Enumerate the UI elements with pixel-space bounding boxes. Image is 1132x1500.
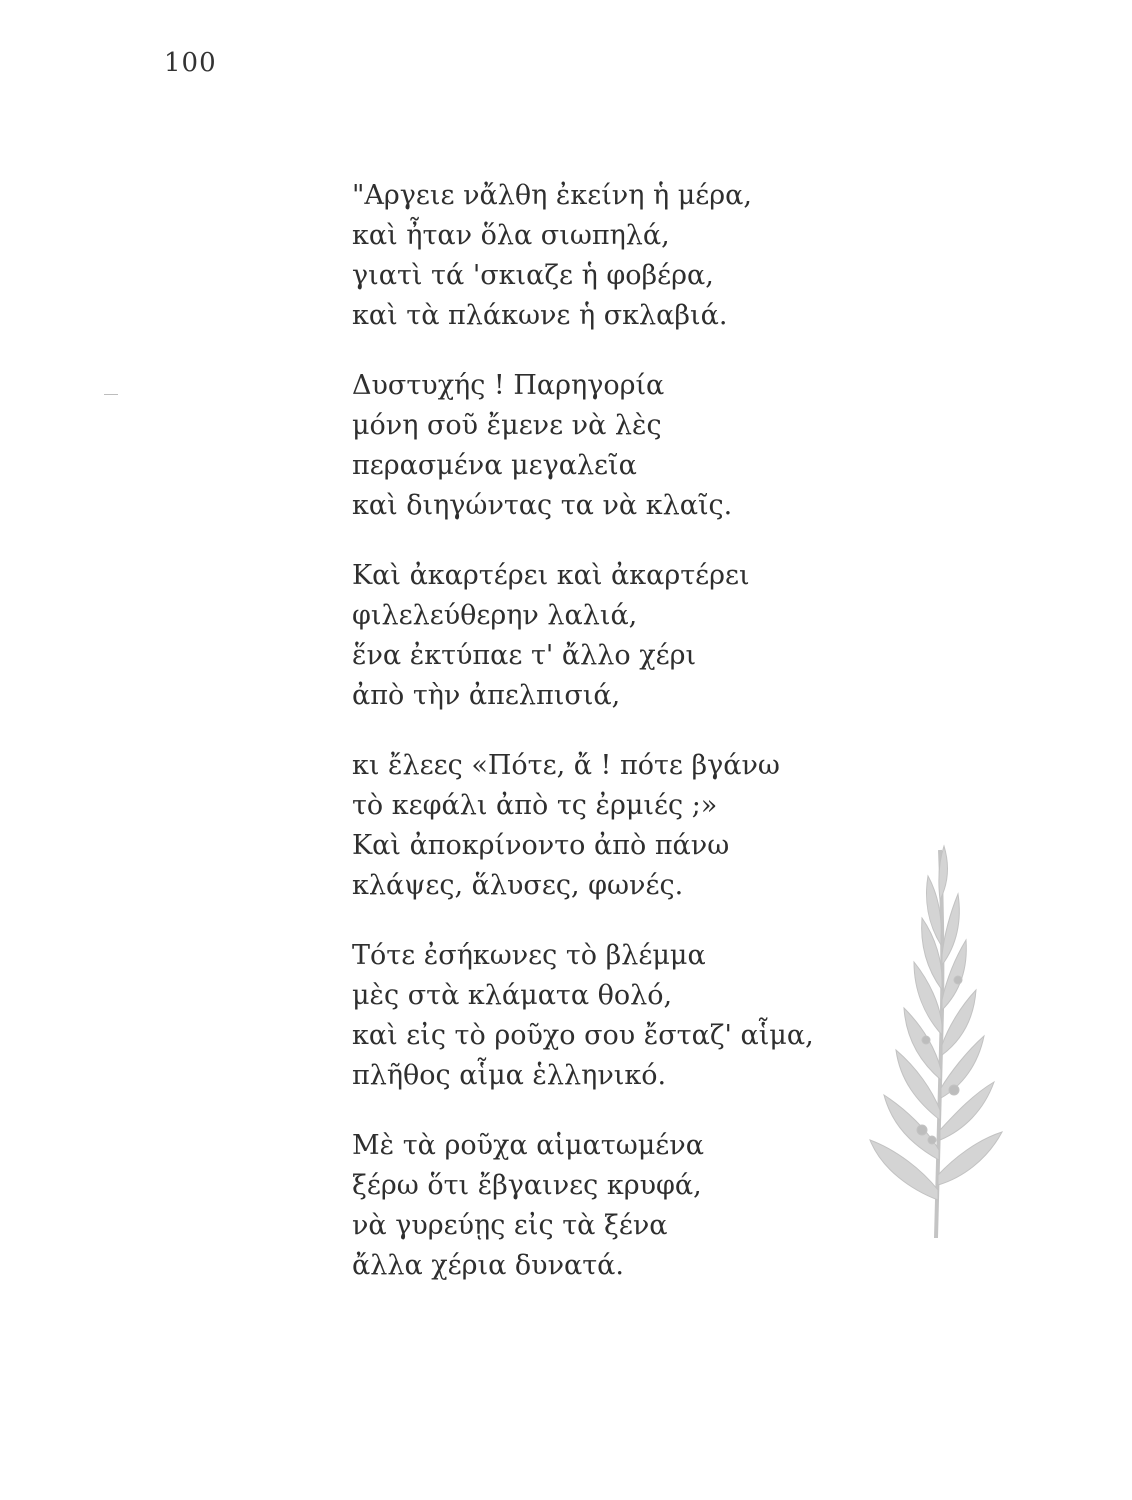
poem-line: κλάψες, ἅλυσες, φωνές.	[352, 870, 684, 901]
poem-line: νὰ γυρεύῃς εἰς τὰ ξένα	[352, 1210, 668, 1241]
poem-line: Καὶ ἀποκρίνοντο ἀπὸ πάνω	[352, 830, 730, 861]
poem-line: Καὶ ἀκαρτέρει καὶ ἀκαρτέρει	[352, 560, 750, 591]
poem-line: πλῆθος αἷμα ἑλληνικό.	[352, 1060, 667, 1091]
poem-line: καὶ ἦταν ὅλα σιωπηλά,	[352, 220, 670, 251]
stanza-4	[352, 746, 872, 906]
poem-line: ξέρω ὅτι ἔβγαινες κρυφά,	[352, 1170, 702, 1201]
stanza-1	[352, 176, 872, 336]
poem-line: ἕνα ἐκτύπαε τ' ἄλλο χέρι	[352, 640, 697, 671]
poem-line: ἀπὸ τὴν ἀπελπισιά,	[352, 680, 621, 711]
stanza-5	[352, 936, 872, 1096]
poem-line: Δυστυχής ! Παρηγορία	[352, 370, 665, 401]
poem-line: καὶ εἰς τὸ ροῦχο σου ἔσταζ' αἷμα,	[352, 1020, 814, 1051]
poem-line: Μὲ τὰ ροῦχα αἱματωμένα	[352, 1130, 704, 1161]
poem	[352, 176, 872, 1316]
poem-line: κι ἔλεες «Πότε, ἄ ! πότε βγάνω	[352, 750, 780, 781]
stanza-6	[352, 1126, 872, 1286]
stanza-3	[352, 556, 872, 716]
poem-line: τὸ κεφάλι ἀπὸ τς ἐρμιές ;»	[352, 790, 718, 821]
poem-line: μόνη σοῦ ἔμενε νὰ λὲς	[352, 410, 662, 441]
page-number: 100	[164, 48, 217, 78]
poem-line: "Αργειε νἄλθη ἐκείνη ἡ μέρα,	[352, 180, 752, 211]
poem-line: μὲς στὰ κλάματα θολό,	[352, 980, 673, 1011]
margin-mark	[104, 394, 118, 395]
laurel-branch-icon	[862, 840, 1012, 1240]
poem-line: καὶ τὰ πλάκωνε ἡ σκλαβιά.	[352, 300, 728, 331]
poem-line: Τότε ἐσήκωνες τὸ βλέμμα	[352, 940, 706, 971]
poem-line: περασμένα μεγαλεῖα	[352, 450, 637, 481]
poem-line: γιατὶ τά 'σκιαζε ἡ φοβέρα,	[352, 260, 714, 291]
poem-line: ἄλλα χέρια δυνατά.	[352, 1250, 624, 1281]
poem-line: καὶ διηγώντας τα νὰ κλαῖς.	[352, 490, 733, 521]
stanza-2	[352, 366, 872, 526]
poem-line: φιλελεύθερην λαλιά,	[352, 600, 638, 631]
